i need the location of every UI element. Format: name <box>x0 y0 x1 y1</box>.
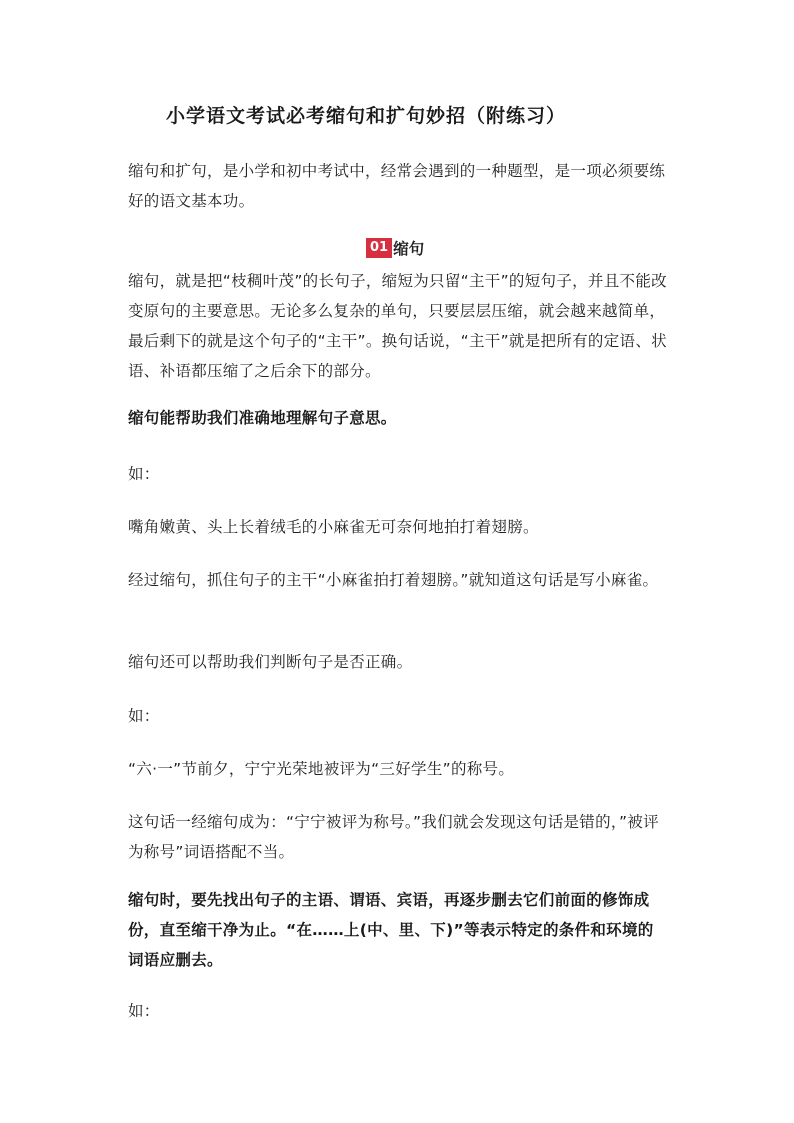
point-paragraph-3: 缩句时，要先找出句子的主语、谓语、宾语，再逐步删去它们前面的修饰成份，直至缩干净为止。“在……上(中、里、下)”等表示特定的条件和环境的词语应删去。 <box>128 891 654 969</box>
point-paragraph-2: 缩句还可以帮助我们判断句子是否正确。 <box>128 653 413 671</box>
example-label-3: 如： <box>128 1002 160 1020</box>
section-number-badge: 01 <box>366 238 392 258</box>
section-heading <box>366 237 424 259</box>
section-title: 缩句 <box>393 240 425 258</box>
explanation-paragraph-1: 经过缩句，抓住句子的主干“小麻雀拍打着翅膀。”就知道这句话是写小麻雀。 <box>128 571 659 589</box>
example-label-2: 如： <box>128 707 160 725</box>
example-sentence-1: 嘴角嫩黄、头上长着绒毛的小麻雀无可奈何地拍打着翅膀。 <box>128 518 539 536</box>
example-sentence-2: “六·一”节前夕，宁宁光荣地被评为“三好学生”的称号。 <box>128 760 515 778</box>
definition-paragraph: 缩句，就是把“枝稠叶茂”的长句子，缩短为只留“主干”的短句子，并且不能改变原句的主要意思。无论多么复杂的单句，只要层层压缩，就会越来越简单，最后剩下的就是这个句子的“主干”。换句话说，“主干”就是把所有的定语、状语、补语都压缩了之后余下的部分。 <box>128 272 667 380</box>
document-title: 小学语文考试必考缩句和扩句妙招（附练习） <box>166 105 567 127</box>
explanation-paragraph-2: 这句话一经缩句成为：“宁宁被评为称号。”我们就会发现这句话是错的，”被评为称号”词语搭配不当。 <box>128 813 659 861</box>
point-paragraph-1: 缩句能帮助我们准确地理解句子意思。 <box>128 409 397 427</box>
example-label-1: 如： <box>128 465 160 483</box>
intro-paragraph: 缩句和扩句，是小学和初中考试中，经常会遇到的一种题型，是一项必须要练好的语文基本功。 <box>128 162 666 210</box>
